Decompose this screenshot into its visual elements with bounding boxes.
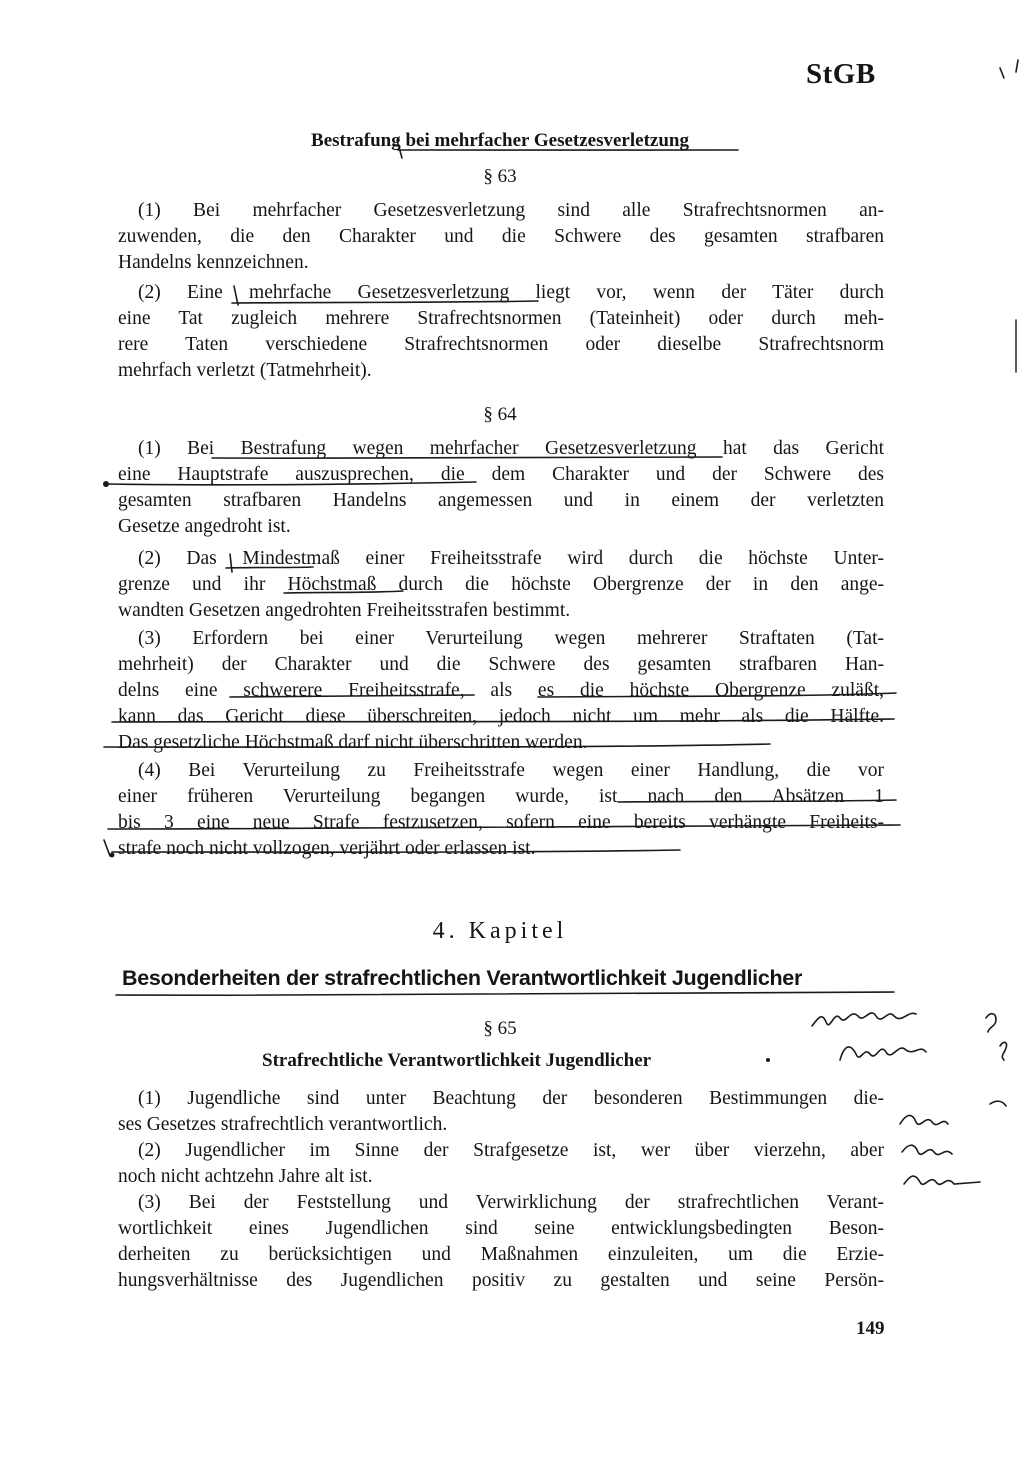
section-63-number: § 63 (483, 166, 517, 187)
text-line: (3) Erfordern bei einer Verurteilung wegen mehrerer Straftaten (Tat- (138, 628, 884, 649)
text-line: (2) Das Mindestmaß einer Freiheitsstrafe wird durch die höchste Unter- (138, 548, 884, 569)
underline-mark (538, 693, 896, 697)
text-line: strafe noch nicht vollzogen, verjährt oder erlassen ist. (118, 838, 536, 859)
pen-dot-mark (766, 1058, 770, 1062)
text-line: (2) Eine mehrfache Gesetzesverletzung liegt vor, wenn der Täter durch (138, 282, 884, 303)
section-65-number: § 65 (483, 1018, 517, 1039)
handwriting-scribble (812, 1013, 916, 1026)
chapter-number: 4. Kapitel (432, 918, 568, 944)
section-64-number: § 64 (483, 404, 517, 425)
section-65-title: Strafrechtliche Verantwortlichkeit Jugendlicher (262, 1050, 652, 1071)
pen-dot-mark (103, 481, 109, 487)
underline-mark (284, 591, 403, 593)
underline-mark (104, 744, 770, 747)
text-line: (3) Bei der Feststellung und Verwirklichung der strafrechtlichen Verant- (138, 1192, 884, 1213)
underline-mark (112, 719, 894, 722)
handwriting-scribble (840, 1047, 926, 1060)
section-63-title: Bestrafung bei mehrfacher Gesetzesverletzung (311, 130, 689, 151)
underline-mark (226, 567, 313, 568)
handwriting-scribble (904, 1176, 980, 1184)
underline-mark (108, 825, 900, 829)
pen-tick-mark (234, 286, 238, 305)
text-line: (1) Jugendliche sind unter Beachtung der besonderen Bestimmungen die- (138, 1088, 884, 1109)
pen-tick-mark (230, 554, 232, 572)
text-line: (2) Jugendlicher im Sinne der Strafgesetze ist, wer über vierzehn, aber (138, 1140, 884, 1161)
text-line: grenze und ihr Höchstmaß durch die höchste Obergrenze der in den ange- (118, 574, 884, 595)
handwriting-scribble (900, 1115, 948, 1124)
text-line: gesamten strafbaren Handelns angemessen und in einem der verletzten (118, 490, 884, 511)
text-line: mehrheit) der Charakter und die Schwere des gesamten strafbaren Han- (118, 654, 884, 675)
pen-tick-mark (1000, 68, 1004, 78)
underline-mark (212, 457, 722, 458)
text-line: Handelns kennzeichnen. (118, 252, 309, 273)
pen-dot-mark (110, 853, 115, 858)
underline-mark (398, 150, 738, 151)
text-line: eine Hauptstrafe auszusprechen, die dem Charakter und der Schwere des (118, 464, 884, 485)
underline-mark (104, 482, 476, 485)
underline-mark (232, 301, 538, 303)
text-line: einer früheren Verurteilung begangen wurde, ist nach den Absätzen 1 (118, 786, 884, 807)
underline-mark (618, 800, 896, 802)
text-line: hungsverhältnisse des Jugendlichen positiv zu gestalten und seine Persön- (118, 1270, 884, 1291)
underline-mark (112, 850, 680, 852)
pen-tick-mark (397, 140, 402, 158)
text-line: wandten Gesetzen angedrohten Freiheitsstrafen bestimmt. (118, 600, 571, 621)
text-line: (4) Bei Verurteilung zu Freiheitsstrafe wegen einer Handlung, die vor (138, 760, 884, 781)
law-code-header: StGB (806, 58, 876, 90)
pen-tick-mark (1016, 60, 1018, 72)
text-line: Gesetze angedroht ist. (118, 516, 291, 537)
text-line: derheiten zu berücksichtigen und Maßnahmen einzuleiten, um die Erzie- (118, 1244, 884, 1265)
text-line: (1) Bei Bestrafung wegen mehrfacher Gesetzesverletzung hat das Gericht (138, 438, 884, 459)
text-line: zuwenden, die den Charakter und die Schwere des gesamten strafbaren (118, 226, 884, 247)
handwriting-scribble (986, 1014, 996, 1032)
pen-tick-mark (104, 840, 110, 856)
text-line: rere Taten verschiedene Strafrechtsnormen oder dieselbe Strafrechtsnorm (118, 334, 884, 355)
underline-mark (230, 695, 474, 697)
text-line: kann das Gericht diese überschreiten, jedoch nicht um mehr als die Hälfte. (118, 706, 884, 727)
text-line: ses Gesetzes strafrechtlich verantwortlich. (118, 1114, 448, 1135)
chapter-title: Besonderheiten der strafrechtlichen Verantwortlichkeit Jugendlicher (122, 966, 803, 990)
page-number: 149 (856, 1318, 885, 1339)
text-line: mehrfach verletzt (Tatmehrheit). (118, 360, 372, 381)
handwriting-scribble (902, 1145, 952, 1154)
handwriting-scribble (990, 1101, 1006, 1106)
text-line: wortlichkeit eines Jugendlichen sind seine entwicklungsbedingten Beson- (118, 1218, 884, 1239)
text-line: Das gesetzliche Höchstmaß darf nicht überschritten werden. (118, 732, 588, 753)
text-line: (1) Bei mehrfacher Gesetzesverletzung sind alle Strafrechtsnormen an- (138, 200, 884, 221)
text-line: eine Tat zugleich mehrere Strafrechtsnormen (Tateinheit) oder durch meh- (118, 308, 884, 329)
text-line: bis 3 eine neue Strafe festzusetzen, sofern eine bereits verhängte Freiheits- (118, 812, 884, 833)
text-line: noch nicht achtzehn Jahre alt ist. (118, 1166, 373, 1187)
handwriting-scribble (1000, 1042, 1007, 1060)
text-line: delns eine schwerere Freiheitsstrafe, als es die höchste Obergrenze zuläßt, (118, 680, 884, 701)
underline-mark (116, 992, 894, 995)
